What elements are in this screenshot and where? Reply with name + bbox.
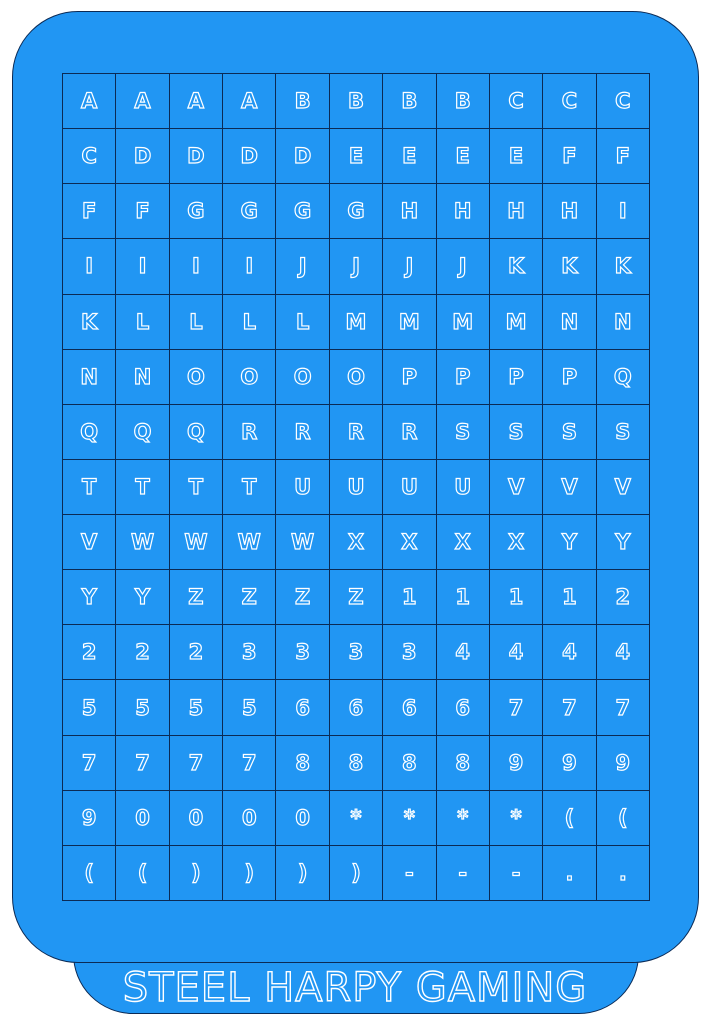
stencil-cell: 5 [170, 680, 223, 735]
stencil-cell: F [63, 184, 116, 239]
stencil-cell: L [170, 295, 223, 350]
stencil-cell: W [170, 515, 223, 570]
stencil-cell: C [597, 74, 650, 129]
stencil-cell: X [383, 515, 436, 570]
stencil-cell: 9 [63, 791, 116, 846]
stencil-cell: 7 [170, 736, 223, 791]
stencil-cell: 2 [170, 625, 223, 680]
stencil-grid [62, 73, 650, 901]
stencil-cell: Z [330, 570, 383, 625]
stencil-cell: I [597, 184, 650, 239]
stencil-cell: 6 [383, 680, 436, 735]
stencil-cell: M [490, 295, 543, 350]
stencil-cell: 6 [276, 680, 329, 735]
stencil-cell: . [543, 846, 596, 901]
stencil-cell: A [170, 74, 223, 129]
stencil-cell: W [276, 515, 329, 570]
stencil-cell: P [543, 350, 596, 405]
stencil-cell: 5 [116, 680, 169, 735]
stencil-cell: X [330, 515, 383, 570]
stencil-cell: K [543, 239, 596, 294]
stencil-cell: * [330, 791, 383, 846]
stencil-cell: 7 [543, 680, 596, 735]
stencil-cell: ( [116, 846, 169, 901]
stencil-cell: ) [170, 846, 223, 901]
stencil-cell: 7 [116, 736, 169, 791]
stencil-cell: * [383, 791, 436, 846]
stencil-cell: C [543, 74, 596, 129]
stencil-cell: C [490, 74, 543, 129]
stencil-cell: V [543, 460, 596, 515]
stencil-cell: 1 [383, 570, 436, 625]
stencil-cell: W [116, 515, 169, 570]
stencil-cell: U [383, 460, 436, 515]
stencil-cell: Z [276, 570, 329, 625]
stencil-cell: 4 [437, 625, 490, 680]
stencil-cell: N [116, 350, 169, 405]
stencil-cell: B [437, 74, 490, 129]
stencil-cell: 6 [330, 680, 383, 735]
stencil-cell: 7 [490, 680, 543, 735]
stencil-cell: X [437, 515, 490, 570]
stencil-cell: E [490, 129, 543, 184]
stencil-cell: N [597, 295, 650, 350]
stencil-cell: O [330, 350, 383, 405]
stencil-cell: K [63, 295, 116, 350]
stencil-cell: Q [63, 405, 116, 460]
stencil-cell: Q [116, 405, 169, 460]
stencil-cell: L [223, 295, 276, 350]
stencil-cell: 8 [383, 736, 436, 791]
stencil-cell: U [276, 460, 329, 515]
stencil-cell: V [490, 460, 543, 515]
stencil-cell: L [116, 295, 169, 350]
stencil-cell: J [276, 239, 329, 294]
stencil-cell: * [490, 791, 543, 846]
stencil-cell: 8 [330, 736, 383, 791]
stencil-cell: P [437, 350, 490, 405]
stencil-cell: D [276, 129, 329, 184]
stencil-cell: Y [63, 570, 116, 625]
stencil-cell: B [383, 74, 436, 129]
stencil-cell: 4 [543, 625, 596, 680]
stencil-cell: ) [223, 846, 276, 901]
stencil-cell: T [116, 460, 169, 515]
stencil-cell: P [490, 350, 543, 405]
stencil-cell: 2 [63, 625, 116, 680]
stencil-cell: E [383, 129, 436, 184]
stencil-cell: N [543, 295, 596, 350]
stencil-cell: R [223, 405, 276, 460]
stencil-cell: 8 [276, 736, 329, 791]
stencil-cell: 8 [437, 736, 490, 791]
stencil-cell: 0 [276, 791, 329, 846]
stencil-cell: 5 [63, 680, 116, 735]
stencil-cell: R [383, 405, 436, 460]
stencil-cell: A [63, 74, 116, 129]
stencil-cell: ( [63, 846, 116, 901]
stencil-cell: 3 [383, 625, 436, 680]
stencil-cell: F [116, 184, 169, 239]
stencil-cell: 4 [490, 625, 543, 680]
stencil-cell: F [543, 129, 596, 184]
stencil-cell: D [170, 129, 223, 184]
stencil-cell: ( [597, 791, 650, 846]
stencil-cell: A [223, 74, 276, 129]
stencil-cell: I [116, 239, 169, 294]
stencil-cell: 7 [223, 736, 276, 791]
stencil-cell: R [330, 405, 383, 460]
stencil-cell: S [597, 405, 650, 460]
stencil-cell: T [170, 460, 223, 515]
stencil-cell: X [490, 515, 543, 570]
stencil-cell: G [170, 184, 223, 239]
stencil-cell: R [276, 405, 329, 460]
stencil-cell: 7 [597, 680, 650, 735]
stencil-cell: S [543, 405, 596, 460]
brand-title: STEEL HARPY GAMING [122, 965, 588, 1011]
stencil-cell: A [116, 74, 169, 129]
stencil-cell: 9 [597, 736, 650, 791]
stencil-cell: O [276, 350, 329, 405]
stencil-cell: P [383, 350, 436, 405]
stencil-cell: C [63, 129, 116, 184]
stencil-cell: G [276, 184, 329, 239]
stencil-cell: J [437, 239, 490, 294]
stencil-cell: I [63, 239, 116, 294]
stencil-cell: 7 [63, 736, 116, 791]
stencil-cell: . [597, 846, 650, 901]
stencil-cell: ) [330, 846, 383, 901]
stencil-cell: E [437, 129, 490, 184]
stencil-cell: G [330, 184, 383, 239]
stencil-cell: 2 [597, 570, 650, 625]
stencil-cell: B [330, 74, 383, 129]
stencil-cell: I [223, 239, 276, 294]
stencil-cell: J [330, 239, 383, 294]
stencil-cell: 5 [223, 680, 276, 735]
stencil-cell: H [383, 184, 436, 239]
stencil-cell: B [276, 74, 329, 129]
stencil-cell: Y [116, 570, 169, 625]
stencil-cell: T [223, 460, 276, 515]
stencil-cell: ) [276, 846, 329, 901]
stencil-cell: Z [223, 570, 276, 625]
stencil-cell: 2 [116, 625, 169, 680]
stencil-cell: O [170, 350, 223, 405]
stencil-cell: Y [597, 515, 650, 570]
stencil-cell: H [490, 184, 543, 239]
stencil-cell: U [330, 460, 383, 515]
stencil-cell: I [170, 239, 223, 294]
stencil-cell: - [383, 846, 436, 901]
stencil-cell: W [223, 515, 276, 570]
stencil-cell: 3 [276, 625, 329, 680]
stencil-cell: 4 [597, 625, 650, 680]
stencil-cell: N [63, 350, 116, 405]
stencil-cell: L [276, 295, 329, 350]
stencil-cell: T [63, 460, 116, 515]
stencil-cell: * [437, 791, 490, 846]
stencil-cell: K [597, 239, 650, 294]
stencil-cell: V [63, 515, 116, 570]
stencil-cell: F [597, 129, 650, 184]
stencil-cell: 6 [437, 680, 490, 735]
stencil-cell: K [490, 239, 543, 294]
stencil-cell: 0 [223, 791, 276, 846]
stencil-cell: Z [170, 570, 223, 625]
stencil-cell: 9 [490, 736, 543, 791]
stencil-cell: H [543, 184, 596, 239]
stencil-cell: Q [597, 350, 650, 405]
stencil-cell: Q [170, 405, 223, 460]
stencil-cell: D [223, 129, 276, 184]
stencil-cell: 1 [490, 570, 543, 625]
stencil-cell: - [437, 846, 490, 901]
stencil-cell: H [437, 184, 490, 239]
stencil-cell: J [383, 239, 436, 294]
stencil-cell: O [223, 350, 276, 405]
stencil-cell: M [383, 295, 436, 350]
stencil-cell: E [330, 129, 383, 184]
stencil-cell: 1 [543, 570, 596, 625]
stencil-cell: 1 [437, 570, 490, 625]
stencil-cell: 0 [116, 791, 169, 846]
stencil-cell: S [490, 405, 543, 460]
stencil-cell: D [116, 129, 169, 184]
stencil-cell: 3 [223, 625, 276, 680]
stencil-cell: S [437, 405, 490, 460]
stencil-cell: ( [543, 791, 596, 846]
stencil-cell: U [437, 460, 490, 515]
stencil-cell: - [490, 846, 543, 901]
stencil-cell: M [437, 295, 490, 350]
stencil-cell: G [223, 184, 276, 239]
stencil-cell: 9 [543, 736, 596, 791]
stencil-cell: Y [543, 515, 596, 570]
stencil-cell: V [597, 460, 650, 515]
stencil-cell: 3 [330, 625, 383, 680]
stencil-cell: M [330, 295, 383, 350]
stencil-cell: 0 [170, 791, 223, 846]
